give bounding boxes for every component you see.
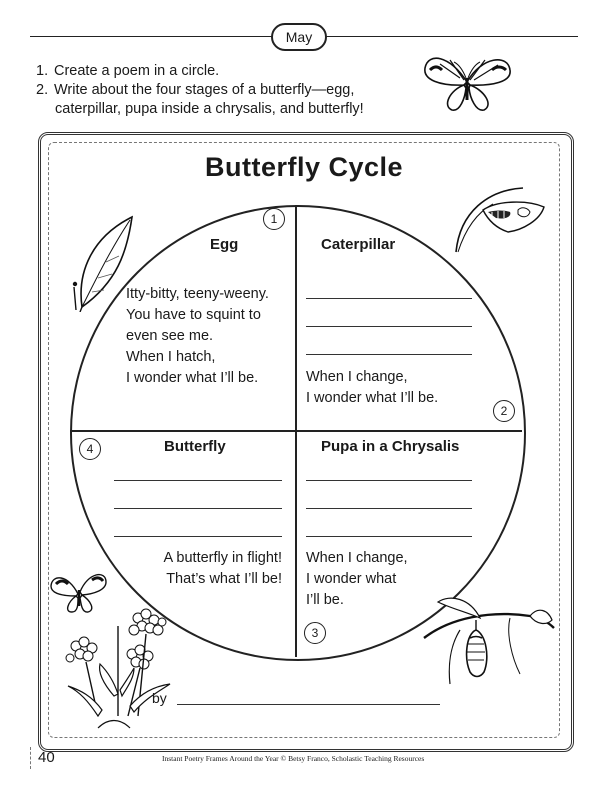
poem-line: I’ll be. [306,592,344,608]
instruction-number: 2. [36,82,49,98]
poem-line: That’s what I’ll be! [166,571,282,587]
instructions [36,62,364,119]
caterpillar-blank-3[interactable] [306,354,472,355]
poem-line: When I hatch, [126,349,216,365]
stage-number-4: 4 [79,438,101,460]
poem-line: When I change, [306,369,408,385]
stage-number-1: 1 [263,208,285,230]
butterfly-icon [420,50,515,115]
caterpillar-on-leaf-icon [448,182,548,262]
month-label: May [285,29,313,45]
poem-line: even see me. [126,328,214,344]
instruction-text: Create a poem in a circle. [54,63,220,79]
butterfly-blank-2[interactable] [114,508,282,509]
caterpillar-poem [306,367,438,409]
instruction-2 [36,81,364,100]
stage-number-3: 3 [304,622,326,644]
pupa-blank-2[interactable] [306,508,472,509]
pupa-title: Pupa in a Chrysalis [321,438,460,455]
credit-line: Instant Poetry Frames Around the Year © Betsy Franco, Scholastic Teaching Resources [162,754,425,763]
egg-title: Egg [210,236,239,253]
poem-line: A butterfly in flight! [163,550,282,566]
butterfly-blank-1[interactable] [114,480,282,481]
egg-poem [126,284,269,389]
pupa-blank-3[interactable] [306,536,472,537]
butterfly-blank-3[interactable] [114,536,282,537]
chrysalis-on-branch-icon [420,588,556,694]
page-number: 40 [38,746,68,770]
stage-number-2: 2 [493,400,515,422]
poem-line: I wonder what [306,571,397,587]
instruction-2-continued: caterpillar, pupa inside a chrysalis, and butterfly! [55,101,364,117]
caterpillar-title: Caterpillar [321,236,396,253]
caterpillar-blank-1[interactable] [306,298,472,299]
page-title: Butterfly Cycle [204,152,404,182]
pupa-blank-1[interactable] [306,480,472,481]
poem-line: Itty-bitty, teeny-weeny. [126,286,269,302]
instruction-text: Write about the four stages of a butterfly—egg, [54,82,355,98]
caterpillar-blank-2[interactable] [306,326,472,327]
poem-line: When I change, [306,550,408,566]
instruction-number: 1. [36,63,49,79]
poem-line: I wonder what I’ll be. [126,370,259,386]
byline-label: by [152,690,167,706]
butterfly-poem [145,548,282,590]
poem-line: I wonder what I’ll be. [306,390,439,406]
pupa-poem [306,548,408,611]
instruction-1 [36,62,364,81]
butterfly-title: Butterfly [164,438,226,455]
horizontal-divider [70,430,522,432]
month-tab [271,23,327,51]
author-name-blank[interactable] [177,704,440,705]
poem-line: You have to squint to [126,307,261,323]
milkweed-flowers-icon [58,606,176,734]
